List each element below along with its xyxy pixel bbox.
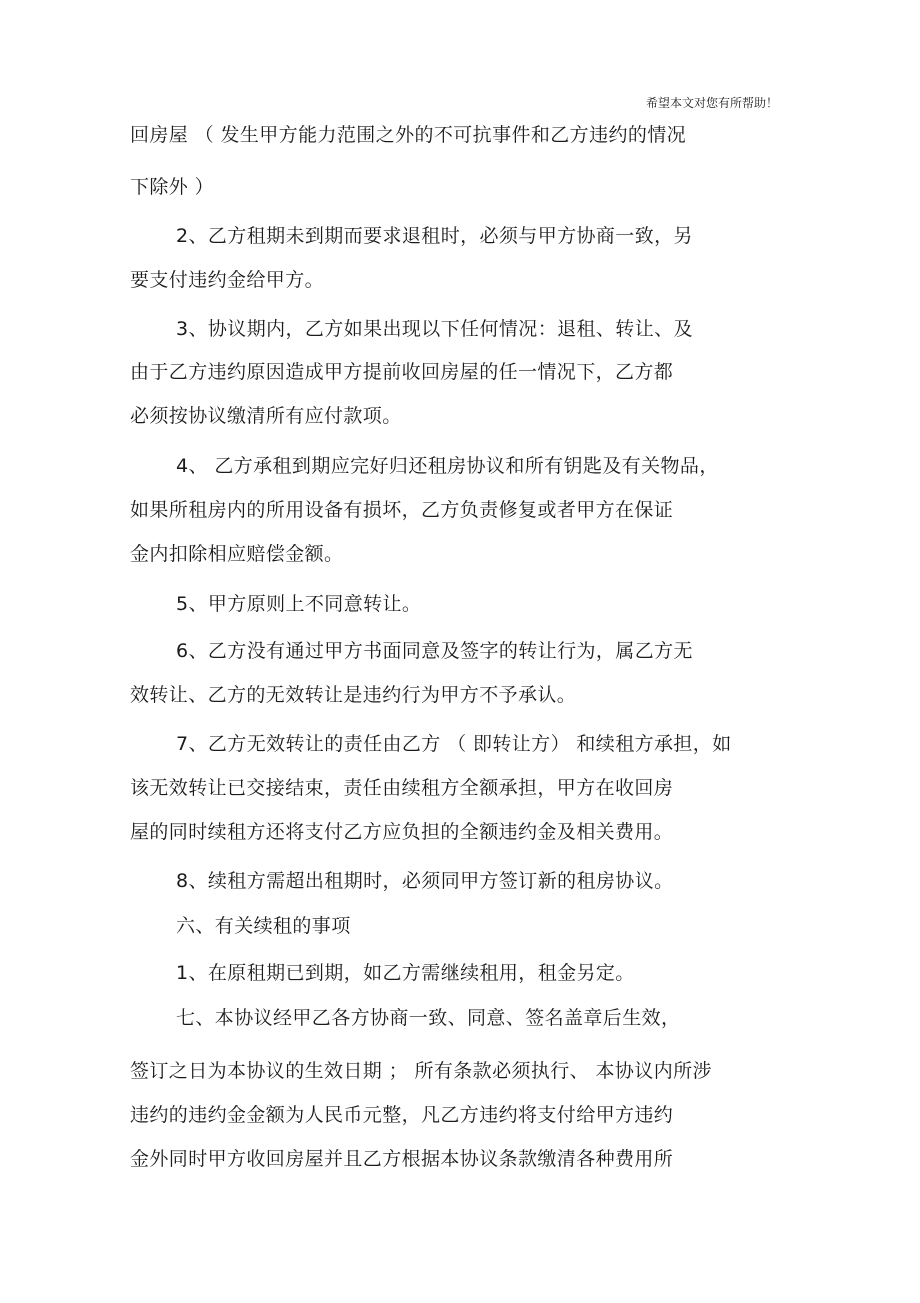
text-line: 屋的同时续租方还将支付乙方应负担的全额违约金及相关费用。 [130, 821, 674, 843]
section-heading: 七、本协议经甲乙各方协商一致、同意、签名盖章后生效， [176, 1007, 681, 1029]
text-line: 4、 乙方承租到期应完好归还租房协议和所有钥匙及有关物品， [176, 455, 719, 477]
text-line: 2、乙方租期未到期而要求退租时，必须与甲方协商一致，另 [176, 225, 693, 247]
text-line: 金外同时甲方收回房屋并且乙方根据本协议条款缴清各种费用所 [130, 1148, 674, 1170]
text-line: 该无效转让已交接结束，责任由续租方全额承担，甲方在收回房 [130, 777, 674, 799]
text-line: 7、乙方无效转让的责任由乙方 （ 即转让方） 和续租方承担，如 [176, 733, 732, 755]
text-line: 必须按协议缴清所有应付款项。 [130, 405, 402, 427]
text-line: 效转让、乙方的无效转让是违约行为甲方不予承认。 [130, 684, 577, 706]
header-note: 希望本文对您有所帮助！ [645, 96, 778, 110]
section-heading: 六、有关续租的事项 [176, 915, 351, 937]
text-line: 3、协议期内，乙方如果出现以下任何情况：退租、转让、及 [176, 318, 693, 340]
text-line: 金内扣除相应赔偿金额。 [130, 543, 344, 565]
text-line: 8、续租方需超出租期时，必须同甲方签订新的租房协议。 [176, 870, 674, 892]
text-line: 下除外 ） [130, 176, 215, 198]
text-line: 签订之日为本协议的生效日期 ； 所有条款必须执行、 本协议内所涉 [130, 1060, 712, 1082]
text-line: 如果所租房内的所用设备有损坏，乙方负责修复或者甲方在保证 [130, 499, 674, 521]
text-line: 5、甲方原则上不同意转让。 [176, 593, 422, 615]
text-line: 要支付违约金给甲方。 [130, 269, 325, 291]
text-line: 违约的违约金金额为人民币元整，凡乙方违约将支付给甲方违约 [130, 1104, 674, 1126]
text-line: 1、在原租期已到期，如乙方需继续租用，租金另定。 [176, 962, 635, 984]
text-line: 由于乙方违约原因造成甲方提前收回房屋的任一情况下，乙方都 [130, 361, 674, 383]
text-line: 6、乙方没有通过甲方书面同意及签字的转让行为，属乙方无 [176, 640, 693, 662]
text-line: 回房屋 （ 发生甲方能力范围之外的不可抗事件和乙方违约的情况 [130, 124, 687, 146]
